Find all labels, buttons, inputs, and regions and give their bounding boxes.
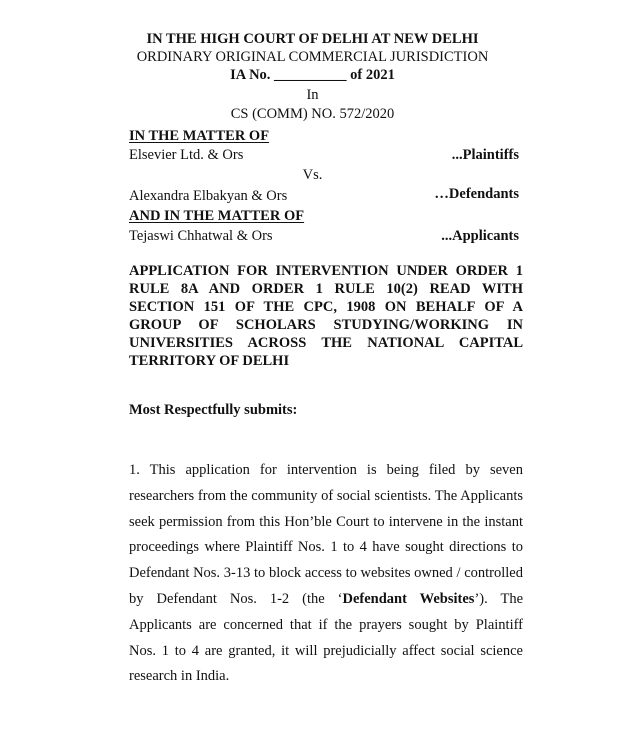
jurisdiction: ORDINARY ORIGINAL COMMERCIAL JURISDICTION: [136, 49, 489, 65]
defined-term: Defendant Websites: [342, 590, 475, 607]
case-number: CS (COMM) NO. 572/2020: [230, 106, 395, 122]
submits-heading: Most Respectfully submits:: [129, 402, 298, 418]
and-matter-heading: AND IN THE MATTER OF: [129, 208, 305, 224]
applicant-name: Tejaswi Chhatwal & Ors: [129, 228, 273, 244]
paragraph-1-text-start: 1. This application for intervention is being filed by seven researchers from the community of social scientists. The Applicants seek permission from this Hon’ble Court to intervene in the instant proceedings where Plaintiff Nos. 1 to 4 have sought directions to Defendant Nos. 3-13 to block access to websites owned / controlled by Defendant Nos. 1-2 (the ‘: [129, 462, 523, 607]
court-name: IN THE HIGH COURT OF DELHI AT NEW DELHI: [146, 31, 479, 47]
paragraph-1-text-end: ’). The Applicants are concerned that if the prayers sought by Plaintiff Nos. 1 to 4 are granted, it will prejudicially affect social science research in India.: [129, 590, 523, 685]
application-title: APPLICATION FOR INTERVENTION UNDER ORDER 1 RULE 8A AND ORDER 1 RULE 10(2) READ WITH SECTION 151 OF THE CPC, 1908 ON BEHALF OF A GROUP OF SCHOLARS STUDYING/WORKING IN UNIVERSITIES ACROSS THE NATIONAL CAPITAL TERRITORY OF DELHI: [129, 263, 523, 369]
matter-heading: IN THE MATTER OF: [129, 128, 270, 144]
defendant-role: …Defendants: [434, 186, 519, 202]
ia-number: IA No. __________ of 2021: [230, 67, 395, 83]
plaintiff-role: ...Plaintiffs: [451, 147, 519, 163]
applicant-role: ...Applicants: [441, 228, 519, 244]
defendant-name: Alexandra Elbakyan & Ors: [129, 188, 288, 204]
plaintiff-name: Elsevier Ltd. & Ors: [129, 147, 244, 163]
paragraph-1: [129, 458, 523, 690]
versus-label: Vs.: [302, 167, 323, 183]
in-label: In: [306, 87, 319, 103]
